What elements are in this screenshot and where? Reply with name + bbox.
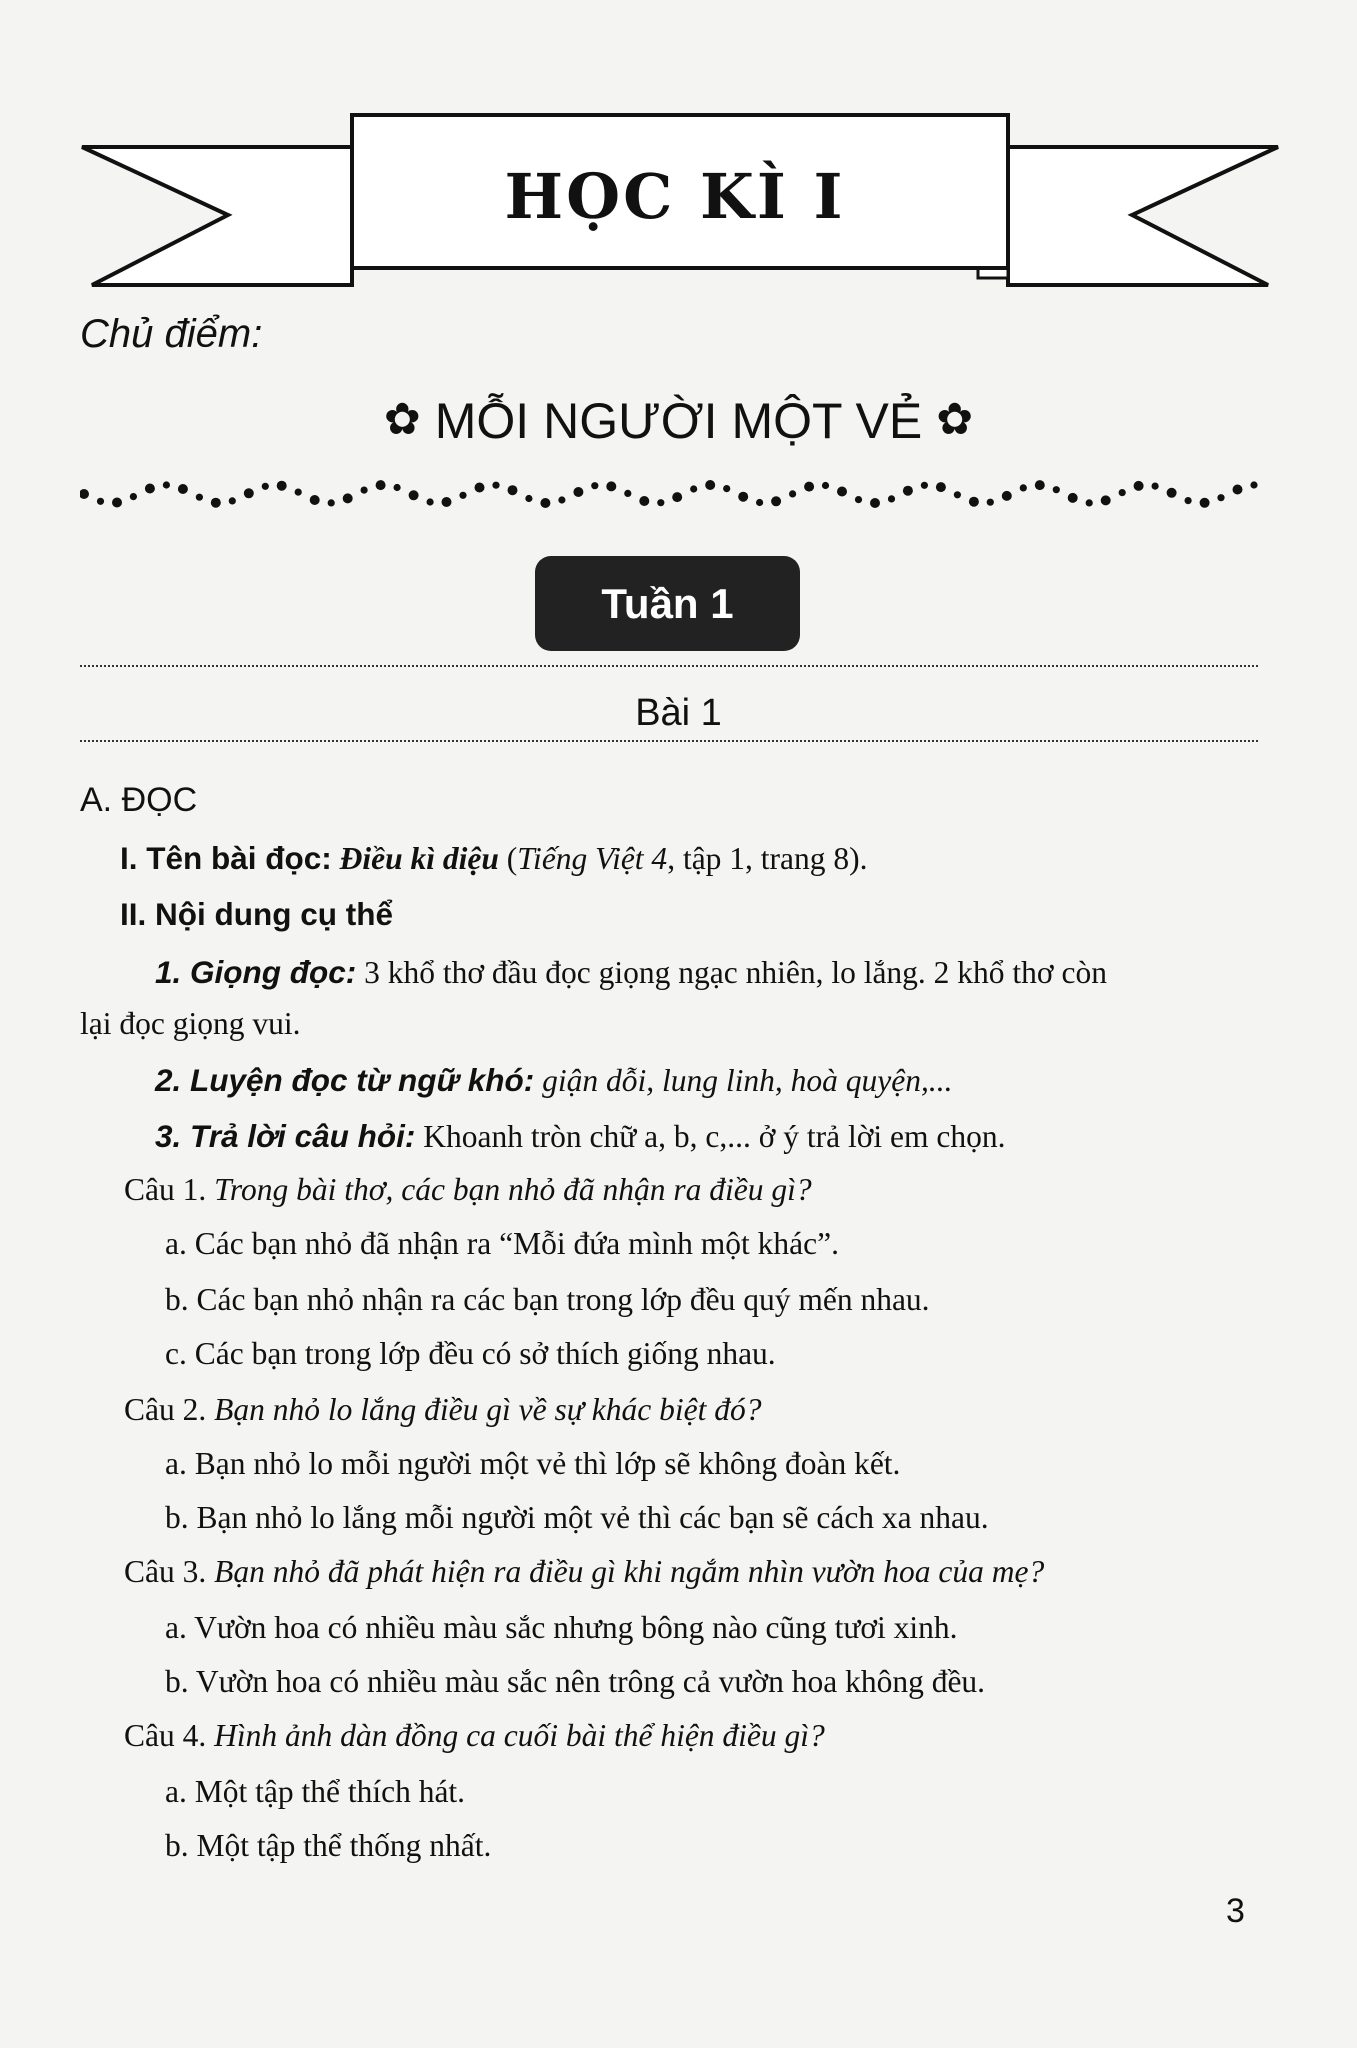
divider-dot (558, 496, 565, 503)
lesson-title: Bài 1 (635, 692, 722, 734)
divider-dot (1068, 493, 1078, 503)
item-giong-doc: 1. Giọng đọc: 3 khổ thơ đầu đọc giọng ngạc nhiên, lo lắng. 2 khổ thơ còn (155, 954, 1107, 990)
question-1: Câu 1. Trong bài thơ, các bạn nhỏ đã nhận ra điều gì? (124, 1172, 812, 1207)
divider-dot (1086, 499, 1093, 506)
divider-dot (639, 496, 649, 506)
divider-dot (277, 481, 287, 491)
divider-dot (1167, 488, 1177, 498)
wavy-dots-divider (80, 470, 1260, 520)
divider-dot (492, 482, 499, 489)
divider-dot (112, 498, 122, 508)
divider-dot (969, 497, 979, 507)
divider-dot (97, 498, 104, 505)
item-luyen-doc: 2. Luyện đọc từ ngữ khó: giận dỗi, lung linh, hoà quyện,... (155, 1062, 953, 1098)
question-4-option-a: a. Một tập thể thích hát. (165, 1774, 466, 1809)
divider-dot (178, 484, 188, 494)
question-3-option-a: a. Vườn hoa có nhiều màu sắc nhưng bông nào cũng tươi xinh. (165, 1610, 958, 1645)
question-3-option-b: b. Vườn hoa có nhiều màu sắc nên trông cả vườn hoa không đều. (165, 1664, 986, 1699)
divider-dot (427, 498, 434, 505)
divider-dot (1119, 489, 1126, 496)
divider-dot (837, 487, 847, 497)
divider-dot (591, 482, 598, 489)
question-1-option-c: c. Các bạn trong lớp đều có sở thích giống nhau. (165, 1336, 776, 1371)
divider-dot (1217, 494, 1224, 501)
divider-dot (1134, 481, 1144, 491)
flower-icon: ✿ (936, 395, 974, 444)
divider-dot (328, 499, 335, 506)
question-2: Câu 2. Bạn nhỏ lo lắng điều gì về sự khác biệt đó? (124, 1392, 762, 1427)
divider-dot (508, 485, 518, 495)
divider-dot (211, 498, 221, 508)
divider-dot (459, 492, 466, 499)
divider-dot (921, 482, 928, 489)
divider-dot (295, 489, 302, 496)
divider-dot (229, 497, 236, 504)
divider-dot (1152, 483, 1159, 490)
divider-dot (954, 491, 961, 498)
divider-dot (1200, 498, 1210, 508)
divider-dot (1185, 497, 1192, 504)
divider-dot (80, 489, 89, 499)
question-2-option-a: a. Bạn nhỏ lo mỗi người một vẻ thì lớp sẽ không đoàn kết. (165, 1446, 901, 1481)
reading-title-line: I. Tên bài đọc: Điều kì diệu (Tiếng Việt 4, tập 1, trang 8). (120, 840, 868, 876)
divider-dot (343, 493, 353, 503)
divider-dot (540, 498, 550, 508)
section-a-title: A. ĐỌC (80, 781, 198, 819)
divider-dot (723, 485, 730, 492)
divider-dot (1002, 491, 1012, 501)
divider-dot (987, 499, 994, 506)
divider-dot (657, 499, 664, 506)
divider-dot (690, 485, 697, 492)
divider-dot (394, 484, 401, 491)
divider-dot (822, 482, 829, 489)
flower-icon: ✿ (383, 395, 421, 444)
theme-title (0, 392, 1357, 450)
item-tra-loi: 3. Trả lời câu hỏi: Khoanh tròn chữ a, b, c,... ở ý trả lời em chọn. (155, 1118, 1006, 1154)
divider-dot (130, 493, 137, 500)
divider-dot (903, 486, 913, 496)
divider-dot (1020, 484, 1027, 491)
divider-dot (525, 495, 532, 502)
divider-dot (804, 482, 814, 492)
divider-dot (1250, 481, 1257, 488)
divider-dot (442, 497, 452, 507)
divider-dot (145, 484, 155, 494)
dotted-divider (80, 665, 1258, 667)
divider-dot (756, 499, 763, 506)
divider-dot (789, 490, 796, 497)
divider-dot (855, 496, 862, 503)
divider-dot (1233, 485, 1243, 495)
divider-dot (624, 490, 631, 497)
divider-dot (376, 480, 386, 490)
divider-dot (361, 487, 368, 494)
divider-dot (888, 495, 895, 502)
chu-diem-label: Chủ điểm: (80, 312, 263, 356)
item-giong-doc-cont: lại đọc giọng vui. (80, 1006, 301, 1041)
divider-dot (163, 481, 170, 488)
divider-dot (244, 488, 254, 498)
divider-dot (1053, 486, 1060, 493)
divider-dot (1101, 495, 1111, 505)
divider-dot (196, 494, 203, 501)
divider-dot (1035, 480, 1045, 490)
question-1-option-b: b. Các bạn nhỏ nhận ra các bạn trong lớp đều quý mến nhau. (165, 1282, 930, 1317)
question-2-option-b: b. Bạn nhỏ lo lắng mỗi người một vẻ thì các bạn sẽ cách xa nhau. (165, 1500, 989, 1535)
divider-dot (705, 480, 715, 490)
divider-dot (771, 496, 781, 506)
divider-dot (606, 481, 616, 491)
question-3: Câu 3. Bạn nhỏ đã phát hiện ra điều gì khi ngắm nhìn vườn hoa của mẹ? (124, 1554, 1045, 1589)
theme-text: MỖI NGƯỜI MỘT VẺ (434, 393, 923, 449)
dotted-divider (80, 740, 1258, 742)
week-badge: Tuần 1 (535, 556, 800, 651)
divider-dot (262, 483, 269, 490)
page-title: HỌC KÌ I (504, 160, 846, 233)
divider-dot (409, 490, 419, 500)
divider-dot (870, 498, 880, 508)
divider-dot (475, 483, 485, 493)
divider-dot (672, 492, 682, 502)
divider-dot (310, 495, 320, 505)
question-4-option-b: b. Một tập thể thống nhất. (165, 1828, 492, 1863)
divider-dot (573, 487, 583, 497)
question-4: Câu 4. Hình ảnh dàn đồng ca cuối bài thể hiện điều gì? (124, 1718, 825, 1753)
divider-dot (738, 492, 748, 502)
question-1-option-a: a. Các bạn nhỏ đã nhận ra “Mỗi đứa mình một khác”. (165, 1226, 839, 1261)
divider-dot (936, 482, 946, 492)
page-number: 3 (1226, 1892, 1245, 1930)
content-heading: II. Nội dung cụ thể (120, 896, 393, 932)
